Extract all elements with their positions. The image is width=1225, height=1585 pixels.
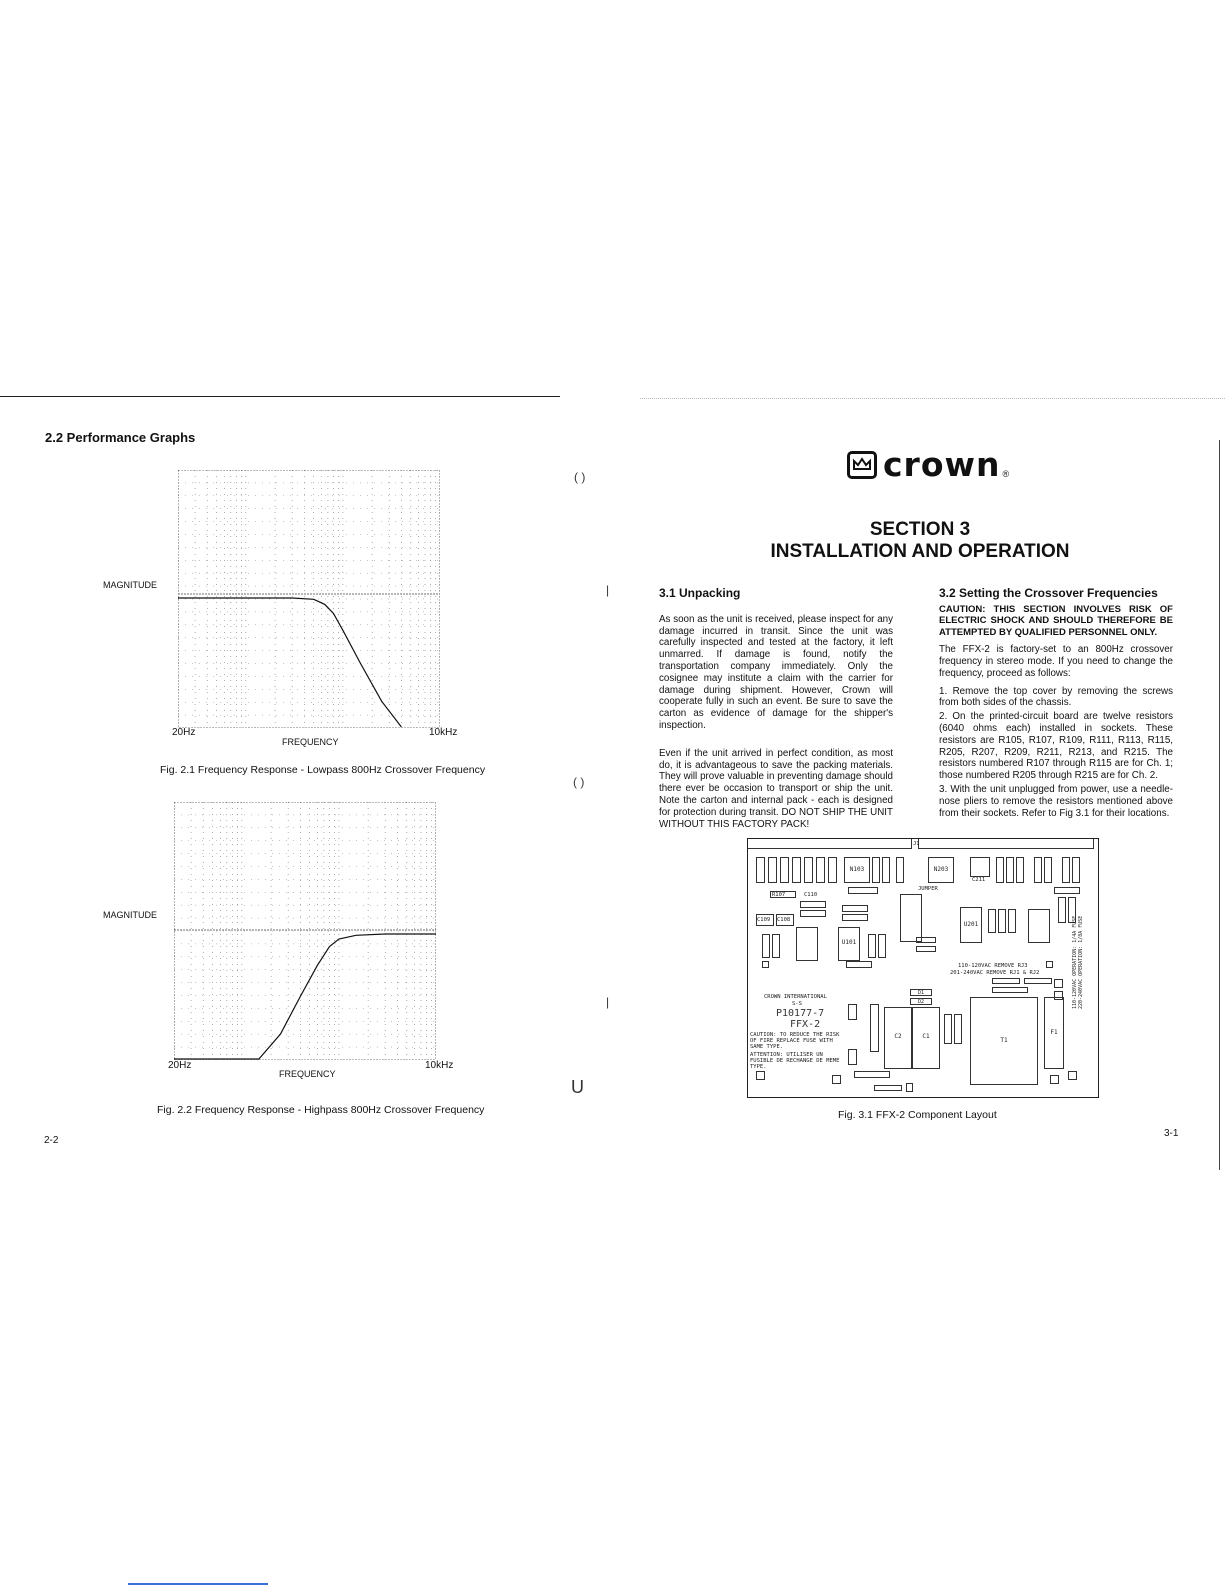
section-heading-performance-graphs: 2.2 Performance Graphs: [45, 430, 196, 445]
graph1-xstart: 20Hz: [172, 727, 196, 738]
binding-mark: ( ): [574, 470, 586, 484]
pcb-resistor: [998, 909, 1006, 933]
pcb-ic: [900, 894, 922, 942]
pcb-resistor: [874, 1085, 902, 1091]
graph2-xstart: 20Hz: [168, 1060, 192, 1071]
pcb-mounting-pad: [756, 1071, 765, 1080]
pcb-ic: [796, 927, 818, 961]
crossover-column: [939, 588, 1173, 825]
pcb-transformer-t1: T1: [970, 997, 1038, 1085]
top-rule-left: [0, 396, 560, 397]
pcb-ic: [1028, 909, 1050, 943]
pcb-resistor: [1058, 897, 1066, 923]
pcb-mounting-pad: [1050, 1075, 1059, 1084]
pcb-resistor: [882, 857, 890, 883]
pcb-resistor: [848, 887, 878, 894]
pcb-resistor: [868, 934, 876, 958]
section-title: SECTION 3: [869, 519, 971, 540]
pcb-resistor: [1016, 857, 1024, 883]
pcb-label-jumper: JUMPER: [918, 886, 938, 892]
pcb-regulator: [848, 1049, 857, 1065]
pcb-resistor: [896, 857, 904, 883]
pcb-component-layout: [747, 838, 1099, 1098]
pcb-jumper: [1024, 978, 1052, 984]
section-subtitle: INSTALLATION AND OPERATION: [770, 541, 1070, 562]
logo-wordmark: crown: [883, 445, 1001, 484]
pcb-fuse-f1: F1: [1044, 997, 1064, 1069]
graph2-xend: 10kHz: [425, 1060, 454, 1071]
pcb-resistor: [828, 857, 837, 883]
binding-mark: U: [571, 1077, 584, 1097]
pcb-resistor: [1034, 857, 1042, 883]
pcb-resistor: [800, 910, 826, 917]
pcb-chip-n103: N103: [844, 857, 870, 883]
graph2-plot: [174, 802, 436, 1060]
figure-3-1-caption: Fig. 3.1 FFX-2 Component Layout: [838, 1109, 997, 1121]
pcb-resistor: [768, 857, 777, 883]
graph2-ylabel: MAGNITUDE: [103, 910, 157, 920]
pcb-pad: [906, 1083, 913, 1092]
crossover-step-1: 1. Remove the top cover by removing the screws from both sides of the chassis.: [939, 685, 1173, 709]
pcb-resistor: [1054, 887, 1080, 894]
pcb-diode-d2: D2: [910, 998, 932, 1005]
pcb-resistor: [762, 934, 770, 958]
pcb-label-c108: C108: [777, 917, 791, 923]
pcb-resistor: [1062, 857, 1070, 883]
pcb-regulator: [848, 1004, 857, 1020]
pcb-pad: [1046, 961, 1053, 968]
unpacking-heading: 3.1 Unpacking: [659, 586, 741, 600]
pcb-label-j1: J1: [913, 841, 920, 847]
pcb-caution-fr: ATTENTION: UTILISER UN FUSIBLE DE RECHANGE DE MEME TYPE.: [750, 1052, 840, 1070]
pcb-resistor: [1008, 909, 1016, 933]
page-number-left: 2-2: [44, 1135, 59, 1146]
graph1-ylabel: MAGNITUDE: [103, 580, 157, 590]
pcb-edge-connector: [748, 839, 912, 849]
pcb-mounting-pad: [1068, 1071, 1077, 1080]
page-number-right: 3-1: [1164, 1128, 1179, 1139]
pcb-capacitor-c1: C1: [912, 1007, 940, 1069]
plot-frame: [175, 803, 436, 1060]
pcb-mounting-pad: [832, 1075, 841, 1084]
pcb-voltage-note-1: 110-120VAC REMOVE RJ3: [958, 963, 1028, 969]
pcb-part-number: P10177-7: [776, 1008, 825, 1019]
pcb-caution-en: CAUTION: TO REDUCE THE RISK OF FIRE REPLACE FUSE WITH SAME TYPE.: [750, 1032, 840, 1050]
pcb-resistor: [916, 937, 936, 943]
pcb-component: [870, 1004, 879, 1052]
pcb-resistor: [916, 946, 936, 952]
pcb-edge-connector: [918, 839, 1094, 849]
pcb-label-c110: C110: [804, 892, 818, 898]
binding-mark: |: [606, 995, 610, 1009]
pcb-jumper: [992, 987, 1028, 993]
pcb-code-text: S-S: [792, 1001, 802, 1007]
crossover-step-2: 2. On the printed-circuit board are twelve resistors (6040 ohms each) installed in sockets. These resistors are R105, R107, R109, R111, R113, R115, R205, R207, R209, R211, R213, and R215. The resistors numbered R107 through R115 are for Ch. 1; those numbered R205 through R215 are for Ch. 2.: [939, 711, 1173, 782]
pcb-resistor: [996, 857, 1004, 883]
crossover-heading: 3.2 Setting the Crossover Frequencies: [939, 586, 1158, 600]
graph1-xlabel: FREQUENCY: [282, 737, 339, 747]
pcb-resistor: [944, 1014, 952, 1044]
graph1-plot: [178, 470, 440, 728]
top-rule-right: [640, 398, 1225, 399]
pcb-resistor: [1006, 857, 1014, 883]
pcb-maker-text: CROWN INTERNATIONAL: [764, 994, 827, 1000]
crossover-paragraph: The FFX-2 is factory-set to an 800Hz crossover frequency in stereo mode. If you need to change the frequency, proceed as follows:: [939, 644, 1173, 679]
unpacking-column: [659, 588, 893, 836]
figure-2-2-caption: Fig. 2.2 Frequency Response - Highpass 800Hz Crossover Frequency: [157, 1104, 485, 1116]
graph2-response-curve: [174, 934, 436, 1059]
pcb-resistor: [872, 857, 880, 883]
pcb-resistor: [1072, 857, 1080, 883]
pcb-pad: [1054, 979, 1063, 988]
pcb-capacitor-c2: C2: [884, 1007, 912, 1069]
crown-logo: [847, 445, 1010, 484]
pcb-model: FFX-2: [790, 1019, 821, 1030]
graph1-xend: 10kHz: [429, 727, 458, 738]
figure-2-1-caption: Fig. 2.1 Frequency Response - Lowpass 800Hz Crossover Frequency: [160, 764, 486, 776]
pcb-resistor: [988, 909, 996, 933]
unpacking-paragraph-1: As soon as the unit is received, please inspect for any damage incurred in transit. Since the unit was carefully inspected and tested at the factory, it left unmarred. If damage is found, notify the transportation company immediately. Only the cosignee may institute a claim with the carrier for damage during shipment. However, Crown will cooperate fully in such an event. Be sure to save the carton as evidence of damage for the shipper's inspection.: [659, 613, 893, 731]
pcb-capacitor: [846, 961, 872, 968]
pcb-label-r107: R107: [772, 892, 786, 898]
pcb-resistor: [878, 934, 886, 958]
pcb-pad: [762, 961, 769, 968]
pcb-ic-u101: U101: [838, 927, 860, 961]
crossover-step-3: 3. With the unit unplugged from power, use a needle-nose pliers to remove the resistors mentioned above from their sockets. Refer to Fig 3.1 for their locations.: [939, 784, 1173, 819]
pcb-resistor: [800, 901, 826, 908]
pcb-capacitor: [842, 914, 868, 921]
binding-mark: |: [606, 583, 610, 597]
page-edge-right: [1219, 440, 1220, 1170]
pcb-resistor: [854, 1071, 890, 1078]
pcb-diode-d1: D1: [910, 989, 932, 996]
pcb-resistor: [756, 857, 765, 883]
pcb-ic-u201: U201: [960, 907, 982, 943]
pcb-jumper: [992, 978, 1020, 984]
pcb-voltage-note-2: 201-240VAC REMOVE RJ1 & RJ2: [950, 970, 1040, 976]
pcb-chip-n203: N203: [928, 857, 954, 883]
pcb-resistor: [772, 934, 780, 958]
unpacking-paragraph-2: Even if the unit arrived in perfect condition, as most do, it is advantageous to save the packing materials. They will prove valuable in preventing damage should there ever be occasion to transport or ship the unit. Note the carton and internal pack - each is designed for protection during transit. DO NOT SHIP THE UNIT WITHOUT THIS FACTORY PACK!: [659, 747, 893, 830]
graph1-response-curve: [178, 598, 401, 727]
graph2-xlabel: FREQUENCY: [279, 1069, 336, 1079]
pcb-fuse-note: 110-120VAC OPERATION: 1/4A FUSE 220-240VAC OPERATION: 1/8A FUSE: [1072, 915, 1084, 1009]
pcb-resistor: [816, 857, 825, 883]
pcb-label-c211: C211: [972, 877, 986, 883]
pcb-resistor: [780, 857, 789, 883]
pcb-capacitor: [842, 905, 868, 912]
crown-emblem-icon: [847, 451, 877, 479]
pcb-resistor: [792, 857, 801, 883]
graph2-grid: [174, 802, 436, 1060]
pcb-resistor: [954, 1014, 962, 1044]
caution-notice: CAUTION: THIS SECTION INVOLVES RISK OF ELECTRIC SHOCK AND SHOULD THEREFORE BE ATTEMPTED BY QUALIFIED PERSONNEL ONLY.: [939, 603, 1173, 638]
pcb-label-c109: C109: [757, 917, 771, 923]
binding-mark: ( ): [573, 775, 585, 789]
logo-registered-mark: ®: [1002, 468, 1010, 479]
pcb-capacitor: [970, 857, 990, 877]
pcb-resistor: [1044, 857, 1052, 883]
pcb-resistor: [804, 857, 813, 883]
